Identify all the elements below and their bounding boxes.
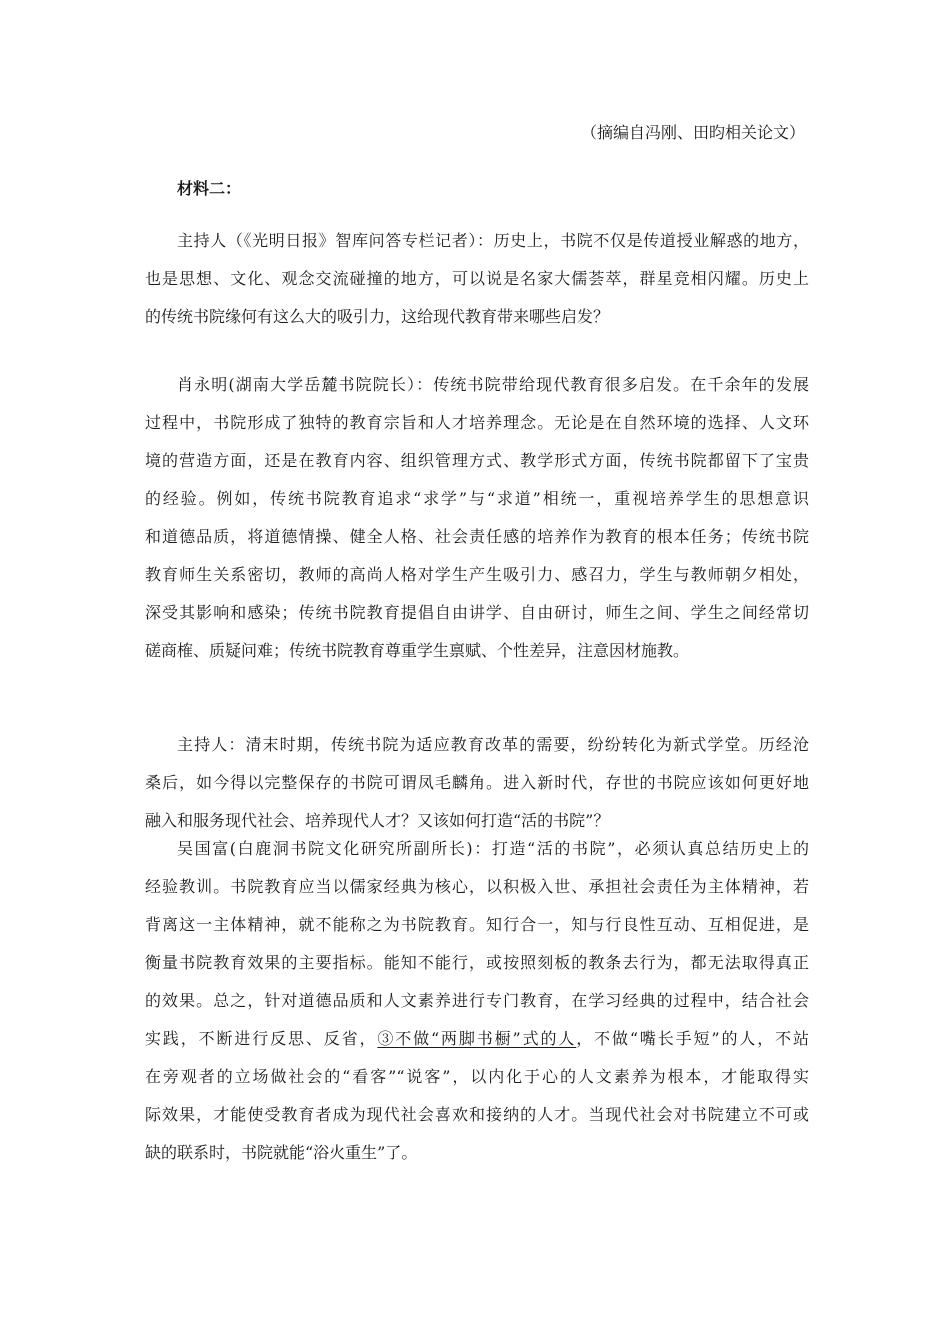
text-line: 背离这一主体精神，就不能称之为书院教育。知行合一，知与行良性互动、互相促进，是 [145,915,809,934]
text-line: 际效果，才能使受教育者成为现代社会喜欢和接纳的人才。当现代社会对书院建立不可或 [145,1105,809,1124]
text-line: 主持人：清末时期，传统书院为适应教育改革的需要，纷纷转化为新式学堂。历经沧 [177,735,809,754]
text-line: 桑后，如今得以完整保存的书院可谓凤毛麟角。进入新时代，存世的书院应该如何更好地 [145,773,809,792]
text-line: 肖永明(湖南大学岳麓书院院长）：传统书院带给现代教育很多启发。在千余年的发展 [177,375,809,394]
text-line: 的传统书院缘何有这么大的吸引力，这给现代教育带来哪些启发？ [145,307,610,326]
text-line-with-underline [145,1020,809,1058]
text-line: 磋商榷、质疑问难；传统书院教育尊重学生禀赋、个性差异，注意因材施教。 [145,641,690,660]
text-line: 吴国富(白鹿洞书院文化研究所副所长)：打造“活的书院”，必须认真总结历史上的 [177,839,809,858]
text-line: 过程中，书院形成了独特的教育宗旨和人才培养理念。无论是在自然环境的选择、人文环 [145,413,809,432]
text-segment: 实践，不断进行反思、反省， [145,1029,378,1048]
paragraph-xiao-yongming [145,366,809,670]
text-line: 和道德品质，将道德情操、健全人格、社会责任感的培养作为教育的根本任务；传统书院 [145,527,809,546]
text-line: 也是思想、文化、观念交流碰撞的地方，可以说是名家大儒荟萃，群星竞相闪耀。历史上 [145,269,809,288]
text-line: 缺的联系时，书院就能“浴火重生”了。 [145,1143,418,1162]
text-segment: ，不做“嘴长手短”的人，不站 [576,1029,809,1048]
underlined-phrase: ③不做“两脚书橱”式的人 [377,1029,577,1048]
text-line: 融入和服务现代社会、培养现代人才？又该如何打造“活的书院”？ [145,811,610,830]
text-line: 衡量书院教育效果的主要指标。能知不能行，或按照刻板的教条去行为，都无法取得真正 [145,953,809,972]
paragraph-host-question-2 [145,726,809,840]
section-heading: 材料二： [177,179,242,198]
text-line: 境的营造方面，还是在教育内容、组织管理方式、教学形式方面，传统书院都留下了宝贵 [145,451,809,470]
text-line: 深受其影响和感染；传统书院教育提倡自由讲学、自由研讨，师生之间、学生之间经常切 [145,603,809,622]
text-line: 经验教训。书院教育应当以儒家经典为核心，以积极入世、承担社会责任为主体精神，若 [145,877,809,896]
paragraph-wu-guofu [145,830,809,1172]
text-line: 教育师生关系密切，教师的高尚人格对学生产生吸引力、感召力，学生与教师朝夕相处， [145,565,809,584]
source-note: （摘编自冯刚、田昀相关论文） [580,123,805,142]
text-line: 主持人（《光明日报》智库问答专栏记者）：历史上，书院不仅是传道授业解惑的地方， [177,231,809,250]
text-line: 的效果。总之，针对道德品质和人文素养进行专门教育，在学习经典的过程中，结合社会 [145,991,809,1010]
text-line: 的经验。例如，传统书院教育追求“求学”与“求道”相统一，重视培养学生的思想意识 [145,489,809,508]
text-line: 在旁观者的立场做社会的“看客”“说客”，以内化于心的人文素养为根本，才能取得实 [145,1067,809,1086]
paragraph-host-question-1 [145,222,809,336]
